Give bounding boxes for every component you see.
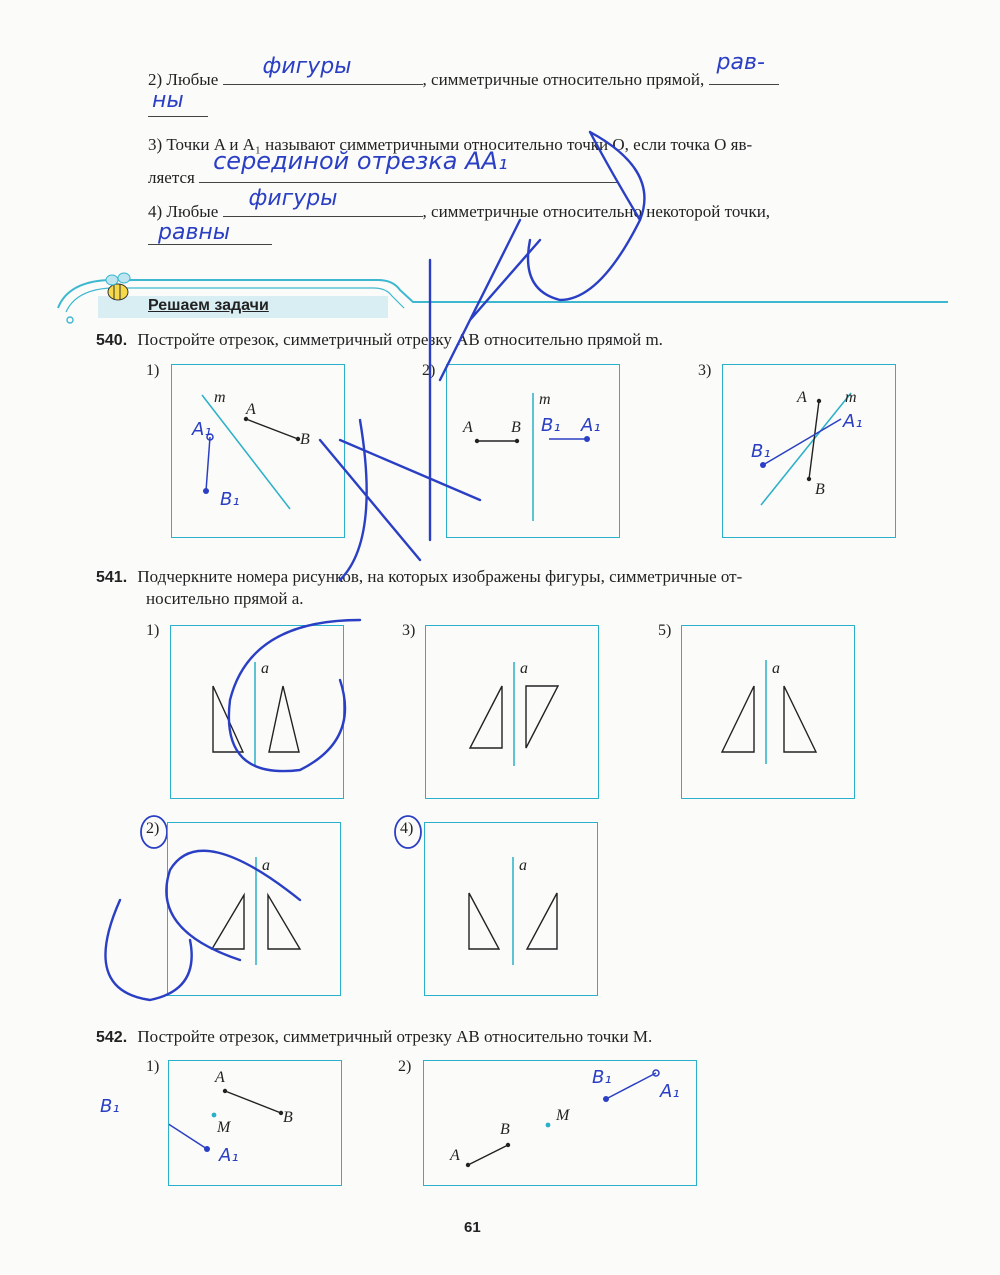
section-header-decor — [48, 268, 948, 324]
task540-p2-A: A — [463, 419, 473, 436]
task540-panel3-drawing — [723, 365, 895, 537]
task540-number: 540. — [96, 332, 128, 349]
item4-num: 4) — [148, 202, 163, 221]
task542-number: 542. — [96, 1029, 128, 1046]
task542-p2-B: B — [500, 1121, 510, 1138]
item2-num: 2) — [148, 70, 163, 89]
item4-pre: Любые — [166, 202, 219, 221]
task540-p2-B: B — [511, 419, 521, 436]
task540-panel3[interactable] — [722, 364, 896, 538]
task541-line1: Подчеркните номера рисунков, на которых изображены фигуры, симметричные от- — [137, 567, 743, 586]
item4-answer2: равны — [158, 220, 231, 245]
task542-text: Постройте отрезок, симметричный отрезку AB относительно точки M. — [137, 1027, 653, 1046]
task542-heading — [96, 1026, 652, 1049]
task542-p1-B1: B₁ — [100, 1096, 120, 1117]
task541-p4-axis: a — [519, 857, 527, 874]
task541-panel4-label: 4) — [400, 820, 414, 837]
bee-icon — [98, 268, 138, 308]
task540-p1-A: A — [246, 401, 256, 418]
task542-p1-M: M — [217, 1119, 231, 1136]
section-title: Решаем задачи — [148, 297, 269, 314]
task542-p2-A: A — [450, 1147, 460, 1164]
task541-panel3[interactable] — [425, 625, 599, 799]
task540-p3-A1: A₁ — [843, 411, 863, 432]
section-header — [48, 268, 948, 324]
task542-panel1[interactable] — [168, 1060, 342, 1186]
task542-panel1-label: 1) — [146, 1058, 160, 1075]
task541-number: 541. — [96, 569, 128, 586]
task542-p1-A1: A₁ — [219, 1145, 239, 1166]
task540-p1-B1: B₁ — [220, 489, 240, 510]
item2-answer2a: рав- — [716, 50, 765, 75]
item4-answer: фигуры — [248, 186, 338, 211]
task540-p2-B1: B₁ — [541, 415, 561, 436]
task540-p1-m: m — [214, 389, 226, 406]
task541-p5-axis: a — [772, 660, 780, 677]
task540-heading — [96, 329, 663, 352]
item3-line2 — [148, 147, 619, 189]
task541-panel5[interactable] — [681, 625, 855, 799]
task540-panel1-label: 1) — [146, 362, 160, 379]
task540-p1-A1: A₁ — [192, 419, 212, 440]
item2-line2[interactable] — [148, 88, 208, 117]
task541-panel5-drawing — [682, 626, 854, 798]
task542-p1-B: B — [283, 1109, 293, 1126]
item2-blank[interactable] — [223, 54, 423, 85]
item2-blank2[interactable] — [709, 50, 779, 85]
task541-p1-axis: a — [261, 660, 269, 677]
task542-panel2-label: 2) — [398, 1058, 412, 1075]
task542-p2-M: M — [556, 1107, 570, 1124]
panel4-circle-mark — [390, 812, 426, 852]
item4-line2[interactable] — [148, 222, 272, 245]
item3-num: 3) — [148, 135, 163, 154]
task541-panel4[interactable] — [424, 822, 598, 996]
task541-panel1[interactable] — [170, 625, 344, 799]
task542-panel1-drawing — [169, 1061, 341, 1185]
task540-p3-B1: B₁ — [751, 441, 771, 462]
task540-p3-m: m — [845, 389, 857, 406]
item4-blank[interactable] — [223, 186, 423, 217]
task540-p2-A1: A₁ — [581, 415, 601, 436]
task540-panel1[interactable] — [171, 364, 345, 538]
item3-answer: серединой отрезка AA₁ — [213, 147, 508, 175]
task541-panel3-drawing — [426, 626, 598, 798]
task542-p1-A: A — [215, 1069, 225, 1086]
task541-panel5-label: 5) — [658, 622, 672, 639]
task541-panel4-drawing — [425, 823, 597, 995]
task540-p1-B: B — [300, 431, 310, 448]
item4-post: , симметричные относительно некоторой точки, — [422, 202, 771, 221]
task542-p2-B1: B₁ — [592, 1067, 612, 1088]
task540-panel2-label: 2) — [422, 362, 436, 379]
task540-text: Постройте отрезок, симметричный отрезку AB относительно прямой m. — [137, 330, 663, 349]
task540-panel2-drawing — [447, 365, 619, 537]
task541-panel3-label: 3) — [402, 622, 416, 639]
item3-blank[interactable] — [199, 147, 619, 183]
task541-panel2-label: 2) — [146, 820, 160, 837]
task540-p3-B: B — [815, 481, 825, 498]
task542-p2-A1: A₁ — [660, 1081, 680, 1102]
task540-panel1-drawing — [172, 365, 344, 537]
item2-line — [148, 50, 779, 91]
task541-p2-axis: a — [262, 857, 270, 874]
item2-answer: фигуры — [262, 54, 352, 79]
task541-panel1-label: 1) — [146, 622, 160, 639]
item2-pre: Любые — [166, 70, 219, 89]
page-number: 61 — [464, 1219, 481, 1236]
task542-panel2[interactable] — [423, 1060, 697, 1186]
task540-panel3-label: 3) — [698, 362, 712, 379]
task541-line2: носительно прямой a. — [146, 589, 304, 608]
task541-panel1-drawing — [171, 626, 343, 798]
item3-text: Точки A и A₁ называют симметричными относительно точки O, если точка O яв- — [166, 135, 753, 154]
item3-line2-pre: ляется — [148, 168, 195, 187]
task540-p2-m: m — [539, 391, 551, 408]
task540-p3-A: A — [797, 389, 807, 406]
item4-line — [148, 186, 771, 223]
task541-p3-axis: a — [520, 660, 528, 677]
item2-answer2b: ны — [152, 88, 184, 113]
task540-panel2[interactable] — [446, 364, 620, 538]
task541-panel2[interactable] — [167, 822, 341, 996]
item2-post: , симметричные относительно прямой, — [422, 70, 705, 89]
task541-panel2-drawing — [168, 823, 340, 995]
task541-heading — [96, 566, 742, 589]
